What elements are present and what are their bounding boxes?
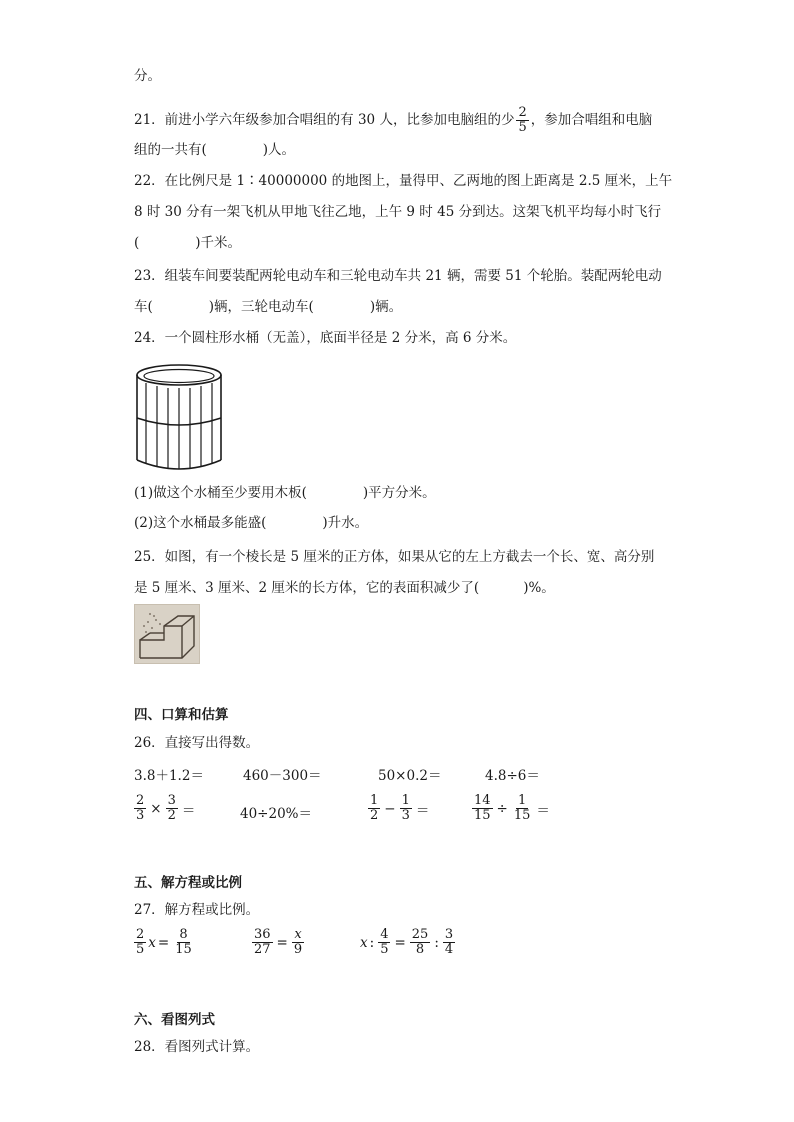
q24-sub1 (134, 483, 436, 503)
fraction (512, 794, 533, 823)
q26-text: 26．直接写出得数。 (134, 735, 260, 751)
frac-denominator: 5 (518, 120, 527, 135)
fraction (134, 928, 146, 957)
frac-denominator: 5 (136, 942, 145, 957)
frac-numerator: 1 (370, 793, 379, 808)
frac-denominator: 8 (415, 942, 425, 957)
q24-line1: 24．一个圆柱形水桶（无盖），底面半径是 2 分米，高 6 分米。 (134, 330, 517, 346)
q21-fraction (516, 106, 528, 135)
frac-numerator: 2 (136, 927, 145, 942)
calc-frac-minus (366, 794, 431, 823)
q22-line1: 22．在比例尺是 1∶40000000 的地图上，量得甲、乙两地的图上距离是 2.5 厘米，上午 (134, 173, 673, 189)
frac-denominator: 5 (380, 942, 389, 957)
equals-sign: ＝ (536, 802, 550, 819)
frac-denominator: 9 (293, 942, 303, 957)
q24-sub1-text-b: )平方分米。 (362, 485, 436, 501)
frac-numerator: 2 (136, 793, 145, 808)
q21-text-3: 组的一共有( (134, 142, 207, 158)
equals-sign: = (394, 934, 406, 951)
q21-text-2: ，参加合唱组和电脑 (530, 112, 653, 128)
fraction (252, 928, 273, 957)
fraction (443, 928, 455, 957)
q21-line2 (134, 140, 295, 160)
fraction (134, 794, 146, 823)
frac-numerator: 36 (254, 927, 271, 942)
q24-sub2 (134, 513, 368, 533)
calc-frac-divide (470, 794, 552, 823)
fraction (400, 794, 412, 823)
equals-sign: = (276, 934, 288, 951)
q21-text-4: )人。 (262, 142, 296, 158)
fraction (378, 928, 390, 957)
frac-denominator: 4 (444, 942, 454, 957)
q24-sub2-text-b: )升水。 (322, 515, 369, 531)
q25-line2 (134, 578, 555, 598)
equals-sign: = (157, 934, 170, 951)
q28-text: 28．看图列式计算。 (134, 1039, 260, 1055)
ratio-colon: : (369, 934, 375, 951)
q27-text: 27．解方程或比例。 (134, 902, 260, 918)
section-6-title: 六、看图列式 (134, 1012, 215, 1028)
cut-cube-figure (134, 604, 200, 664)
variable-x: x (148, 934, 156, 951)
frac-denominator: 15 (513, 808, 531, 823)
fraction (292, 928, 304, 957)
frac-denominator: 15 (474, 808, 491, 823)
fraction (368, 794, 380, 823)
frac-numerator: 3 (444, 927, 454, 942)
frac-denominator: 3 (401, 808, 410, 823)
q24-sub1-text-a: (1)做这个水桶至少要用木板( (134, 485, 307, 501)
frac-denominator: 2 (370, 808, 379, 823)
operator: ÷ (496, 800, 508, 817)
section-4-title: 四、口算和估算 (134, 707, 229, 723)
operator: − (384, 800, 396, 817)
proportion-3 (360, 928, 457, 957)
frac-denominator: 3 (136, 808, 145, 823)
equals-sign: ＝ (181, 802, 196, 819)
q24-sub2-text-a: (2)这个水桶最多能盛( (134, 515, 267, 531)
fraction (410, 928, 431, 957)
fraction (173, 928, 194, 957)
q22-text-b: )千米。 (195, 235, 242, 251)
frac-denominator: 27 (254, 942, 271, 957)
q20-tail: 分。 (134, 68, 161, 84)
q22-text-a: ( (134, 235, 140, 251)
equation-2 (250, 928, 306, 957)
frac-numerator: 25 (411, 927, 429, 942)
frac-numerator: 1 (517, 793, 527, 808)
frac-numerator: 4 (380, 927, 389, 942)
q22-line3 (134, 233, 241, 253)
operator: × (150, 800, 162, 817)
frac-numerator: 8 (179, 927, 188, 942)
frac-denominator: 2 (167, 808, 176, 823)
variable-x: x (360, 934, 368, 951)
q23-line2 (134, 297, 402, 317)
q21-text-1: 21．前进小学六年级参加合唱组的有 30 人，比参加电脑组的少 (134, 112, 515, 128)
section-5-title: 五、解方程或比例 (134, 875, 242, 891)
calc-460-minus-300: 460－300＝ (243, 768, 322, 784)
frac-numerator: x (294, 927, 302, 942)
equals-sign: ＝ (415, 802, 430, 819)
q25-text-a: 是 5 厘米、3 厘米、2 厘米的长方体，它的表面积减少了( (134, 580, 480, 596)
calc-40-div-20-percent: 40÷20%＝ (240, 806, 312, 822)
q21-line1 (134, 106, 652, 135)
q23-text-a: 车( (134, 299, 153, 315)
cylinder-bucket-figure (132, 362, 226, 474)
q25-text-b: )%。 (523, 580, 555, 596)
calc-frac-times (132, 794, 197, 823)
equation-1 (132, 928, 196, 957)
q23-line1: 23．组装车间要装配两轮电动车和三轮电动车共 21 辆，需要 51 个轮胎。装配两轮电动 (134, 268, 662, 284)
fraction (166, 794, 178, 823)
frac-numerator: 2 (518, 105, 527, 120)
calc-4-8-div-6: 4.8÷6＝ (485, 768, 540, 784)
q22-line2: 8 时 30 分有一架飞机从甲地飞往乙地，上午 9 时 45 分到达。这架飞机平均每小时飞行 (134, 204, 662, 220)
q23-text-b: )辆，三轮电动车( (208, 299, 314, 315)
calc-50-times-0-2: 50×0.2＝ (378, 768, 442, 784)
frac-numerator: 1 (401, 793, 410, 808)
ratio-colon: : (434, 934, 439, 951)
frac-numerator: 14 (474, 793, 491, 808)
q25-line1: 25．如图，有一个棱长是 5 厘米的正方体，如果从它的左上方截去一个长、宽、高分别 (134, 549, 655, 565)
q23-text-c: )辆。 (369, 299, 403, 315)
calc-3-8-plus-1-2: 3.8＋1.2＝ (134, 768, 204, 784)
frac-numerator: 3 (167, 793, 176, 808)
frac-denominator: 15 (175, 942, 192, 957)
fraction (472, 794, 493, 823)
